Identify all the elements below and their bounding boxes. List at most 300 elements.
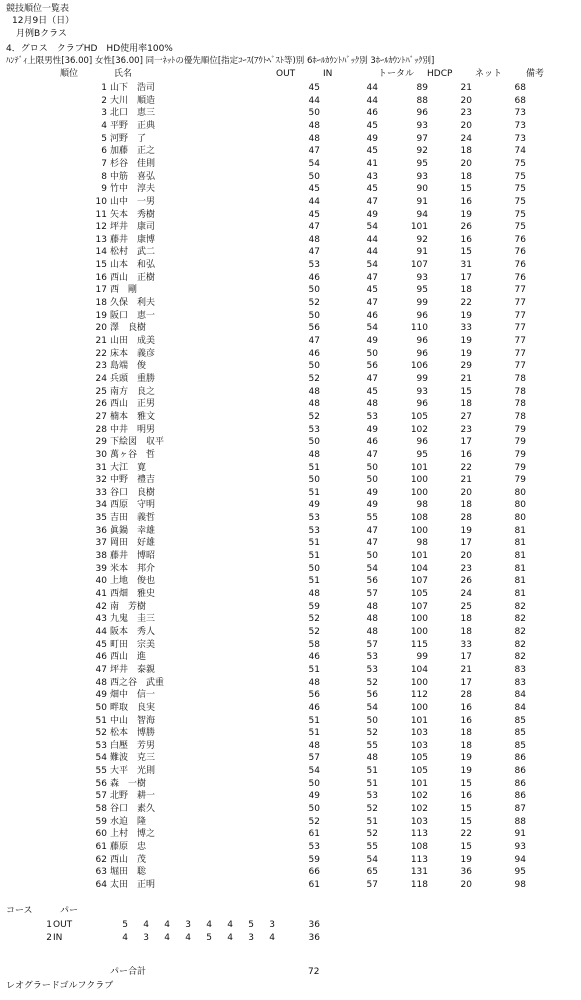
out-score: 48 (308, 677, 320, 688)
rank-cell: 13 (95, 234, 107, 245)
in-score: 57 (366, 589, 378, 599)
hdcp-value: 20 (460, 158, 472, 169)
in-score: 55 (366, 842, 378, 852)
hole-par: 5 (248, 920, 254, 930)
in-score: 51 (366, 816, 378, 827)
net-score: 82 (514, 639, 526, 650)
out-score: 56 (308, 323, 320, 334)
player-name: 坪井 泰親 (110, 664, 156, 675)
player-name: 畑中 信一 (110, 690, 156, 701)
table-row (0, 261, 581, 273)
in-score: 51 (366, 778, 378, 789)
table-row (0, 299, 581, 311)
out-score: 54 (308, 158, 320, 169)
in-score: 48 (366, 399, 378, 410)
player-name: 兵頭 重勝 (110, 373, 156, 384)
table-row (0, 388, 581, 400)
course-name: IN (53, 932, 63, 943)
header-total: トータル (378, 69, 415, 79)
document-title: 競技順位一覧表 (6, 4, 70, 14)
rank-cell: 22 (95, 348, 107, 359)
total-score: 101 (410, 551, 428, 562)
player-name: 南方 良之 (110, 386, 156, 397)
table-row (0, 881, 581, 893)
in-score: 47 (366, 196, 378, 207)
hole-par: 4 (206, 920, 212, 930)
hdcp-value: 18 (460, 614, 472, 625)
total-score: 110 (410, 323, 428, 334)
out-score: 56 (308, 690, 320, 701)
out-score: 51 (308, 538, 320, 549)
total-score: 92 (416, 234, 428, 245)
hole-par: 4 (122, 932, 128, 943)
table-row (0, 464, 581, 476)
rank-cell: 58 (95, 804, 107, 815)
net-score: 75 (514, 222, 526, 233)
hdcp-value: 26 (460, 222, 472, 233)
table-row (0, 337, 581, 349)
table-row (0, 590, 581, 602)
hdcp-value: 22 (460, 829, 472, 840)
table-row (0, 426, 581, 438)
hdcp-value: 15 (460, 386, 472, 397)
out-score: 50 (308, 563, 320, 574)
rank-cell: 9 (101, 184, 107, 195)
player-name: 楠本 雅文 (110, 411, 156, 422)
table-row (0, 856, 581, 868)
out-score: 52 (308, 626, 320, 637)
hdcp-value: 19 (460, 209, 472, 220)
hdcp-value: 29 (460, 361, 472, 372)
rank-cell: 61 (95, 842, 107, 852)
net-score: 94 (514, 854, 526, 865)
total-score: 131 (410, 867, 428, 878)
par-total-label: パー合計 (110, 967, 147, 977)
total-score: 95 (416, 158, 428, 169)
player-name: 藤井 博昭 (110, 551, 156, 562)
net-score: 85 (514, 715, 526, 726)
rank-cell: 21 (95, 336, 107, 346)
hdcp-value: 19 (460, 310, 472, 321)
in-score: 57 (366, 879, 378, 890)
rank-cell: 36 (95, 525, 107, 536)
hdcp-value: 16 (460, 196, 472, 207)
player-name: 中野 禮吉 (110, 475, 156, 486)
player-name: 久保 利夫 (110, 298, 156, 309)
hole-par: 4 (143, 920, 149, 930)
rank-cell: 56 (95, 778, 107, 789)
in-score: 50 (366, 348, 378, 359)
out-score: 48 (308, 133, 320, 144)
total-score: 105 (410, 753, 428, 764)
hdcp-value: 17 (460, 538, 472, 549)
total-score: 95 (416, 449, 428, 460)
out-score: 53 (308, 525, 320, 536)
hole-par: 5 (206, 932, 212, 943)
total-score: 107 (410, 601, 428, 612)
in-score: 44 (366, 234, 378, 245)
rank-cell: 31 (95, 462, 107, 473)
total-score: 93 (416, 386, 428, 397)
hdcp-value: 17 (460, 652, 472, 663)
total-score: 107 (410, 576, 428, 587)
out-score: 53 (308, 842, 320, 852)
out-score: 61 (308, 879, 320, 890)
net-score: 98 (514, 879, 526, 890)
table-row (0, 476, 581, 488)
table-row (0, 274, 581, 286)
net-score: 75 (514, 171, 526, 182)
table-row (0, 691, 581, 703)
player-name: 町田 宗美 (110, 639, 156, 650)
net-score: 80 (514, 500, 526, 511)
out-score: 48 (308, 740, 320, 751)
rank-cell: 47 (95, 664, 107, 675)
in-score: 47 (366, 538, 378, 549)
out-score: 51 (308, 462, 320, 473)
hdcp-value: 33 (460, 323, 472, 334)
out-score: 51 (308, 715, 320, 726)
total-score: 100 (410, 525, 428, 536)
hdcp-value: 16 (460, 702, 472, 713)
player-name: 河野 了 (110, 133, 147, 144)
total-score: 113 (410, 829, 428, 840)
hdcp-value: 19 (460, 348, 472, 359)
in-score: 47 (366, 272, 378, 283)
out-score: 50 (308, 108, 320, 119)
out-score: 47 (308, 222, 320, 233)
player-name: 山下 浩司 (110, 83, 156, 93)
net-score: 75 (514, 158, 526, 169)
net-score: 81 (514, 551, 526, 562)
rank-cell: 27 (95, 411, 107, 422)
in-score: 49 (366, 336, 378, 346)
in-score: 46 (366, 108, 378, 119)
in-score: 52 (366, 804, 378, 815)
hdcp-value: 21 (460, 83, 472, 93)
rank-cell: 62 (95, 854, 107, 865)
in-score: 44 (366, 95, 378, 106)
net-score: 85 (514, 728, 526, 739)
out-score: 46 (308, 652, 320, 663)
table-row (0, 767, 581, 779)
net-score: 79 (514, 449, 526, 460)
net-score: 77 (514, 336, 526, 346)
table-row (0, 729, 581, 741)
total-score: 105 (410, 766, 428, 777)
out-score: 51 (308, 487, 320, 498)
out-score: 51 (308, 728, 320, 739)
net-score: 84 (514, 702, 526, 713)
rank-cell: 32 (95, 475, 107, 486)
out-score: 46 (308, 348, 320, 359)
total-score: 103 (410, 740, 428, 751)
hdcp-value: 15 (460, 184, 472, 195)
total-score: 108 (410, 513, 428, 524)
total-score: 96 (416, 108, 428, 119)
total-score: 96 (416, 348, 428, 359)
net-score: 79 (514, 437, 526, 448)
net-score: 82 (514, 626, 526, 637)
in-score: 41 (366, 158, 378, 169)
hdcp-value: 18 (460, 285, 472, 296)
table-row (0, 185, 581, 197)
table-row (0, 173, 581, 185)
in-score: 65 (366, 867, 378, 878)
table-row (0, 717, 581, 729)
rank-cell: 12 (95, 222, 107, 233)
player-name: 島端 俊 (110, 361, 147, 372)
out-score: 58 (308, 639, 320, 650)
hdcp-value: 27 (460, 411, 472, 422)
rank-cell: 52 (95, 728, 107, 739)
in-score: 54 (366, 222, 378, 233)
player-name: 萬ヶ谷 哲 (110, 449, 156, 460)
header-out: OUT (276, 69, 296, 79)
table-row (0, 109, 581, 121)
scoring-mode: 4．グロス クラブHD HD使用率100% (6, 44, 173, 54)
rank-cell: 48 (95, 677, 107, 688)
hdcp-value: 18 (460, 146, 472, 157)
hole-par: 4 (227, 920, 233, 930)
event-date: 12月9日（日） (12, 16, 75, 26)
net-score: 76 (514, 234, 526, 245)
rank-cell: 20 (95, 323, 107, 334)
total-score: 93 (416, 171, 428, 182)
rank-cell: 2 (101, 95, 107, 106)
player-name: 岡田 好雄 (110, 538, 156, 549)
hdcp-value: 18 (460, 171, 472, 182)
hdcp-value: 28 (460, 513, 472, 524)
in-score: 49 (366, 500, 378, 511)
hdcp-value: 24 (460, 589, 472, 599)
rank-cell: 50 (95, 702, 107, 713)
player-name: 大江 寛 (110, 462, 147, 473)
total-score: 113 (410, 854, 428, 865)
rank-cell: 24 (95, 373, 107, 384)
out-score: 51 (308, 664, 320, 675)
course-number: 1 (46, 920, 52, 930)
rank-cell: 49 (95, 690, 107, 701)
player-name: 上地 俊也 (110, 576, 156, 587)
player-name: 西山 進 (110, 652, 147, 663)
hdcp-value: 21 (460, 664, 472, 675)
net-score: 81 (514, 589, 526, 599)
in-score: 54 (366, 702, 378, 713)
out-score: 53 (308, 260, 320, 271)
in-score: 49 (366, 133, 378, 144)
player-name: 杉谷 佳則 (110, 158, 156, 169)
hdcp-value: 18 (460, 728, 472, 739)
total-score: 101 (410, 715, 428, 726)
hole-par: 4 (185, 932, 191, 943)
hdcp-value: 18 (460, 500, 472, 511)
net-score: 79 (514, 475, 526, 486)
in-score: 54 (366, 260, 378, 271)
total-score: 100 (410, 677, 428, 688)
hdcp-value: 20 (460, 487, 472, 498)
out-score: 47 (308, 336, 320, 346)
hole-par: 3 (269, 920, 275, 930)
in-score: 54 (366, 854, 378, 865)
table-row (0, 324, 581, 336)
net-score: 68 (514, 83, 526, 93)
net-score: 82 (514, 601, 526, 612)
table-row (0, 577, 581, 589)
player-name: 上村 博之 (110, 829, 156, 840)
out-score: 44 (308, 95, 320, 106)
net-score: 68 (514, 95, 526, 106)
in-score: 43 (366, 171, 378, 182)
hdcp-value: 17 (460, 437, 472, 448)
net-score: 78 (514, 386, 526, 397)
total-score: 100 (410, 626, 428, 637)
in-score: 48 (366, 601, 378, 612)
hdcp-value: 33 (460, 639, 472, 650)
hdcp-value: 21 (460, 373, 472, 384)
in-score: 52 (366, 728, 378, 739)
out-score: 52 (308, 411, 320, 422)
hdcp-value: 22 (460, 298, 472, 309)
rank-cell: 7 (101, 158, 107, 169)
hdcp-value: 19 (460, 753, 472, 764)
in-score: 50 (366, 715, 378, 726)
net-score: 82 (514, 614, 526, 625)
total-score: 101 (410, 222, 428, 233)
rank-cell: 3 (101, 108, 107, 119)
in-score: 54 (366, 563, 378, 574)
out-score: 47 (308, 247, 320, 258)
total-score: 96 (416, 310, 428, 321)
table-row (0, 236, 581, 248)
rank-cell: 40 (95, 576, 107, 587)
hole-par: 3 (143, 932, 149, 943)
out-score: 53 (308, 424, 320, 435)
rank-cell: 59 (95, 816, 107, 827)
rank-cell: 6 (101, 146, 107, 157)
player-name: 森 一樹 (110, 778, 147, 789)
player-name: 谷口 素久 (110, 804, 156, 815)
table-row (0, 868, 581, 880)
total-score: 107 (410, 260, 428, 271)
total-score: 115 (410, 639, 428, 650)
table-row (0, 641, 581, 653)
total-score: 90 (416, 184, 428, 195)
total-score: 91 (416, 196, 428, 207)
out-score: 54 (308, 766, 320, 777)
player-name: 床本 義彦 (110, 348, 156, 359)
rank-cell: 45 (95, 639, 107, 650)
player-name: 阪口 恵一 (110, 310, 156, 321)
hdcp-value: 20 (460, 879, 472, 890)
table-row (0, 350, 581, 362)
course-name: OUT (53, 920, 73, 930)
header-net: ネット (475, 69, 503, 79)
total-score: 102 (410, 791, 428, 802)
table-row (0, 438, 581, 450)
player-name: 西山 茂 (110, 854, 147, 865)
table-row (0, 792, 581, 804)
table-row (0, 628, 581, 640)
player-name: 平野 正典 (110, 120, 156, 131)
net-score: 75 (514, 209, 526, 220)
net-score: 76 (514, 247, 526, 258)
total-score: 112 (410, 690, 428, 701)
out-score: 49 (308, 791, 320, 802)
net-score: 83 (514, 664, 526, 675)
rank-cell: 41 (95, 589, 107, 599)
par-row (0, 921, 581, 933)
table-row (0, 830, 581, 842)
in-score: 48 (366, 626, 378, 637)
in-score: 47 (366, 525, 378, 536)
net-score: 76 (514, 260, 526, 271)
rank-cell: 63 (95, 867, 107, 878)
table-row (0, 84, 581, 96)
in-score: 56 (366, 690, 378, 701)
hdcp-value: 16 (460, 449, 472, 460)
net-score: 86 (514, 766, 526, 777)
hdcp-value: 19 (460, 525, 472, 536)
rank-cell: 51 (95, 715, 107, 726)
rank-cell: 28 (95, 424, 107, 435)
in-score: 44 (366, 247, 378, 258)
net-score: 78 (514, 373, 526, 384)
player-name: 澤 良樹 (110, 323, 147, 334)
net-score: 83 (514, 677, 526, 688)
total-score: 99 (416, 652, 428, 663)
rank-cell: 11 (95, 209, 107, 220)
player-name: 米本 邦介 (110, 563, 156, 574)
hdcp-value: 15 (460, 804, 472, 815)
out-score: 50 (308, 437, 320, 448)
table-row (0, 565, 581, 577)
table-row (0, 552, 581, 564)
table-row (0, 312, 581, 324)
player-name: 大平 光則 (110, 766, 156, 777)
hdcp-value: 23 (460, 108, 472, 119)
player-name: 加藤 正之 (110, 146, 156, 157)
total-score: 97 (416, 133, 428, 144)
in-score: 53 (366, 664, 378, 675)
player-name: 西畑 雅史 (110, 589, 156, 599)
total-score: 98 (416, 500, 428, 511)
hdcp-value: 17 (460, 272, 472, 283)
par-total-value: 72 (308, 967, 320, 977)
table-row (0, 527, 581, 539)
hole-par: 3 (248, 932, 254, 943)
out-score: 50 (308, 285, 320, 296)
net-score: 81 (514, 563, 526, 574)
out-score: 61 (308, 829, 320, 840)
in-score: 45 (366, 146, 378, 157)
player-name: 中筋 喜弘 (110, 171, 156, 182)
hdcp-value: 20 (460, 551, 472, 562)
player-name: 矢本 秀樹 (110, 209, 156, 220)
out-score: 50 (308, 361, 320, 372)
net-score: 75 (514, 184, 526, 195)
table-row (0, 818, 581, 830)
player-name: 下絵図 収平 (110, 437, 165, 448)
in-score: 48 (366, 753, 378, 764)
net-score: 82 (514, 652, 526, 663)
out-score: 57 (308, 753, 320, 764)
net-score: 81 (514, 576, 526, 587)
rank-cell: 64 (95, 879, 107, 890)
net-score: 79 (514, 462, 526, 473)
net-score: 77 (514, 285, 526, 296)
total-score: 99 (416, 298, 428, 309)
